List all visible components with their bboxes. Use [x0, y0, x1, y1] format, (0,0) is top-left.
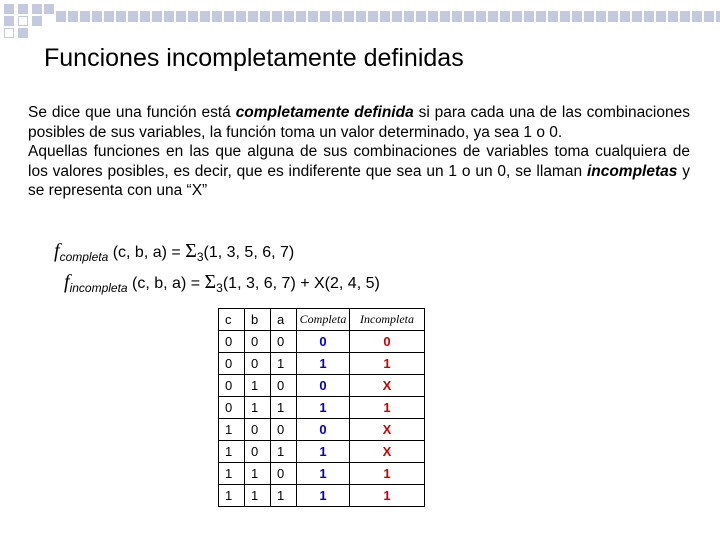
cell-incompleta: X	[350, 419, 425, 441]
cell-incompleta: X	[350, 375, 425, 397]
table-row	[219, 419, 425, 441]
cell-completa: 0	[297, 331, 350, 353]
cell-incompleta: 1	[350, 463, 425, 485]
cell-incompleta: 0	[350, 331, 425, 353]
header-completa: Completa	[297, 309, 350, 331]
cell-completa: 1	[297, 463, 350, 485]
cell-completa: 0	[297, 375, 350, 397]
slide-title: Funciones incompletamente definidas	[44, 44, 464, 72]
cell-a: 0	[271, 419, 297, 441]
cell-a: 1	[271, 353, 297, 375]
table-row	[219, 463, 425, 485]
paragraph-complete-definition: Se dice que una función está completamente definida si para cada una de las combinaciones posibles de sus variables, la función toma un valor determinado, ya sea 1 o 0.	[28, 104, 690, 141]
header-c: c	[219, 309, 245, 331]
table-row	[219, 353, 425, 375]
cell-c: 1	[219, 463, 245, 485]
table-row	[219, 331, 425, 353]
cell-c: 1	[219, 419, 245, 441]
table-row	[219, 397, 425, 419]
formula-incompleta: $f_{incompleta}$ (c, b, $a) = \Sigma_3(1$, 3, 6, 7) + X(2, 4, 5)	[64, 271, 380, 295]
cell-a: 1	[271, 441, 297, 463]
cell-a: 0	[271, 463, 297, 485]
cell-c: 1	[219, 485, 245, 507]
cell-b: 0	[245, 331, 271, 353]
cell-b: 0	[245, 419, 271, 441]
body-text	[28, 103, 690, 201]
emphasis-incompleta: incompletas	[586, 162, 678, 180]
cell-a: 0	[271, 375, 297, 397]
cell-incompleta: 1	[350, 353, 425, 375]
cell-c: 0	[219, 353, 245, 375]
cell-completa: 1	[297, 441, 350, 463]
formula-completa: $f_{completa}$ (c, b, $a) = \Sigma_3(1$, 3, 5, 6, 7)	[54, 240, 295, 264]
cell-a: 0	[271, 331, 297, 353]
cell-b: 1	[245, 397, 271, 419]
cell-b: 0	[245, 441, 271, 463]
paragraph-incomplete-definition: Aquellas funciones en las que alguna de sus combinaciones de variables toma cualquiera de los valores posibles, es decir, que es indiferente que sea un 1 o un 0, se llaman incompletas y se representa con una “X”	[28, 143, 690, 199]
header-incompleta: Incompleta	[350, 309, 425, 331]
header-a: a	[271, 309, 297, 331]
table-row	[219, 375, 425, 397]
cell-completa: 1	[297, 485, 350, 507]
cell-b: 0	[245, 353, 271, 375]
emphasis-completa: completamente definida	[235, 104, 414, 121]
table-header-row	[219, 309, 425, 331]
table-row	[219, 485, 425, 507]
cell-completa: 1	[297, 397, 350, 419]
cell-completa: 0	[297, 419, 350, 441]
truth-table	[218, 308, 425, 507]
header-b: b	[245, 309, 271, 331]
cell-incompleta: 1	[350, 397, 425, 419]
cell-c: 0	[219, 375, 245, 397]
cell-incompleta: X	[350, 441, 425, 463]
cell-b: 1	[245, 463, 271, 485]
cell-c: 1	[219, 441, 245, 463]
cell-a: 1	[271, 397, 297, 419]
cell-completa: 1	[297, 353, 350, 375]
cell-a: 1	[271, 485, 297, 507]
decorative-header	[0, 0, 720, 40]
cell-c: 0	[219, 397, 245, 419]
cell-b: 1	[245, 375, 271, 397]
table-row	[219, 441, 425, 463]
cell-c: 0	[219, 331, 245, 353]
cell-b: 1	[245, 485, 271, 507]
cell-incompleta: 1	[350, 485, 425, 507]
decorative-band	[56, 11, 720, 22]
